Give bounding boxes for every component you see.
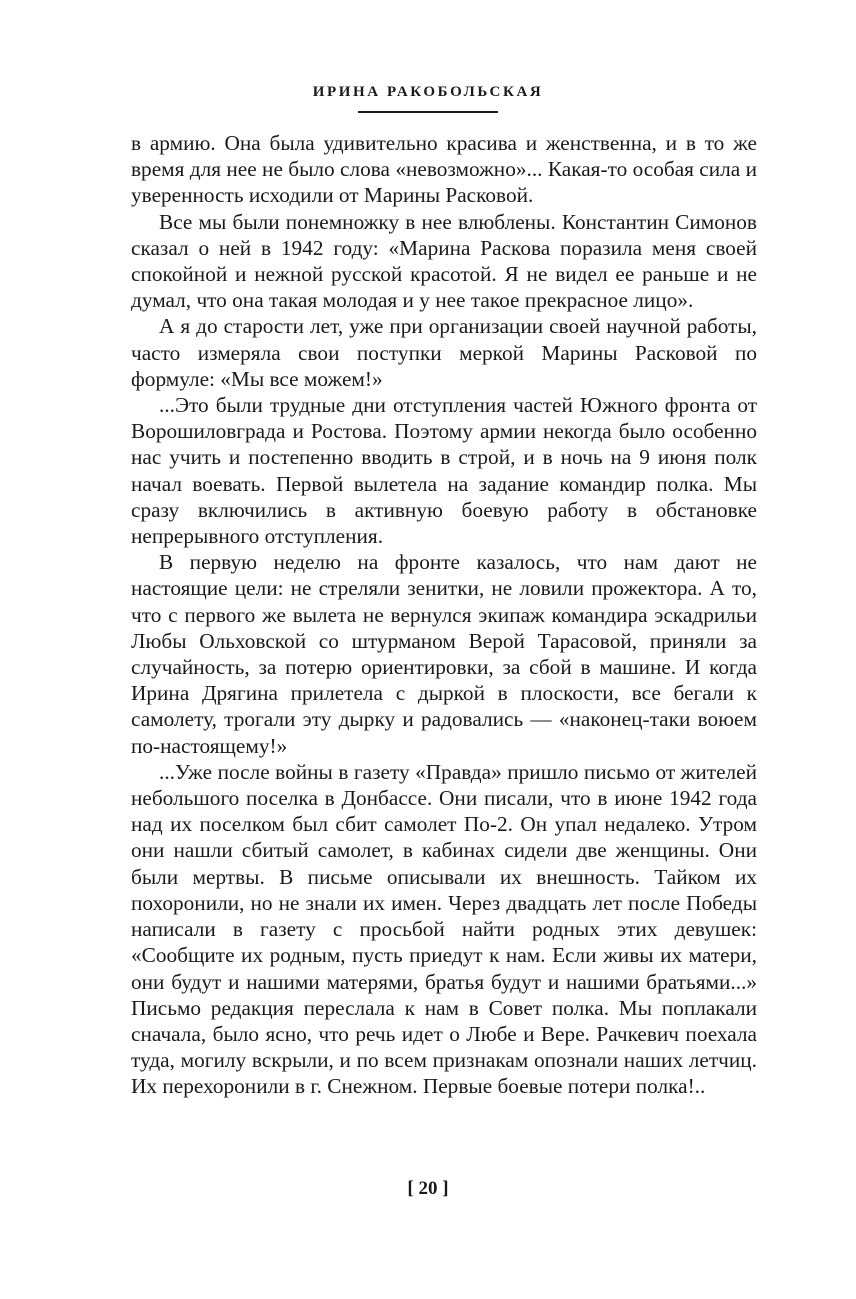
- header-rule: [358, 111, 498, 113]
- paragraph-continued: в армию. Она была удивительно красива и женственна, и в то же время для нее не было слова «невозможно»... Какая-то особая сила и уверенность исходили от Марины Расковой.: [131, 131, 757, 208]
- paragraph: А я до старости лет, уже при организации своей научной работы, часто измеряла свои поступки меркой Марины Расковой по формуле: «Мы все можем!»: [131, 314, 757, 391]
- paragraph: ...Уже после войны в газету «Правда» пришло письмо от жителей небольшого поселка в Донбассе. Они писали, что в июне 1942 года над их поселком был сбит самолет По-2. Он упал недалеко. Утром они нашли сбитый самолет, в кабинах сидели две женщины. Они были мертвы. В письме описывали их внешность. Тайком их похоронили, но не знали их имен. Через двадцать лет после Победы написали в газету с просьбой найти родных этих девушек: «Сообщите их родным, пусть приедут к нам. Если живы их матери, они будут и нашими матерями, братья будут и нашими братьями...» Письмо редакция переслала к нам в Совет полка. Мы поплакали сначала, было ясно, что речь идет о Любе и Вере. Рачкевич поехала туда, могилу вскрыли, и по всем признакам опознали наших летчиц. Их перехоронили в г. Снежном. Первые боевые потери полка!..: [131, 759, 757, 1099]
- page-body: [131, 130, 757, 1100]
- paragraph: Все мы были понемножку в нее влюблены. Константин Симонов сказал о ней в 1942 году: «Марина Раскова поразила меня своей спокойной и нежной русской красотой. Я не видел ее раньше и не думал, что она такая молодая и у нее такое прекрасное лицо».: [131, 209, 757, 313]
- running-head: ИРИНА РАКОБОЛЬСКАЯ: [312, 84, 544, 100]
- paragraph: ...Это были трудные дни отступления частей Южного фронта от Ворошиловграда и Ростова. Поэтому армии некогда было особенно нас учить и постепенно вводить в строй, и в ночь на 9 июня полк начал воевать. Первой вылетела на задание командир полка. Мы сразу включились в активную боевую работу в обстановке непрерывного отступления.: [131, 393, 757, 549]
- paragraph: В первую неделю на фронте казалось, что нам дают не настоящие цели: не стреляли зенитки, не ловили прожектора. А то, что с первого же вылета не вернулся экипаж командира эскадрильи Любы Ольховской со штурманом Верой Тарасовой, приняли за случайность, за потерю ориентировки, за сбой в машине. И когда Ирина Дрягина прилетела с дыркой в плоскости, все бегали к самолету, трогали эту дырку и радовались — «наконец-таки воюем по-настоящему!»: [131, 550, 757, 758]
- page-number: [ 20 ]: [407, 1178, 449, 1199]
